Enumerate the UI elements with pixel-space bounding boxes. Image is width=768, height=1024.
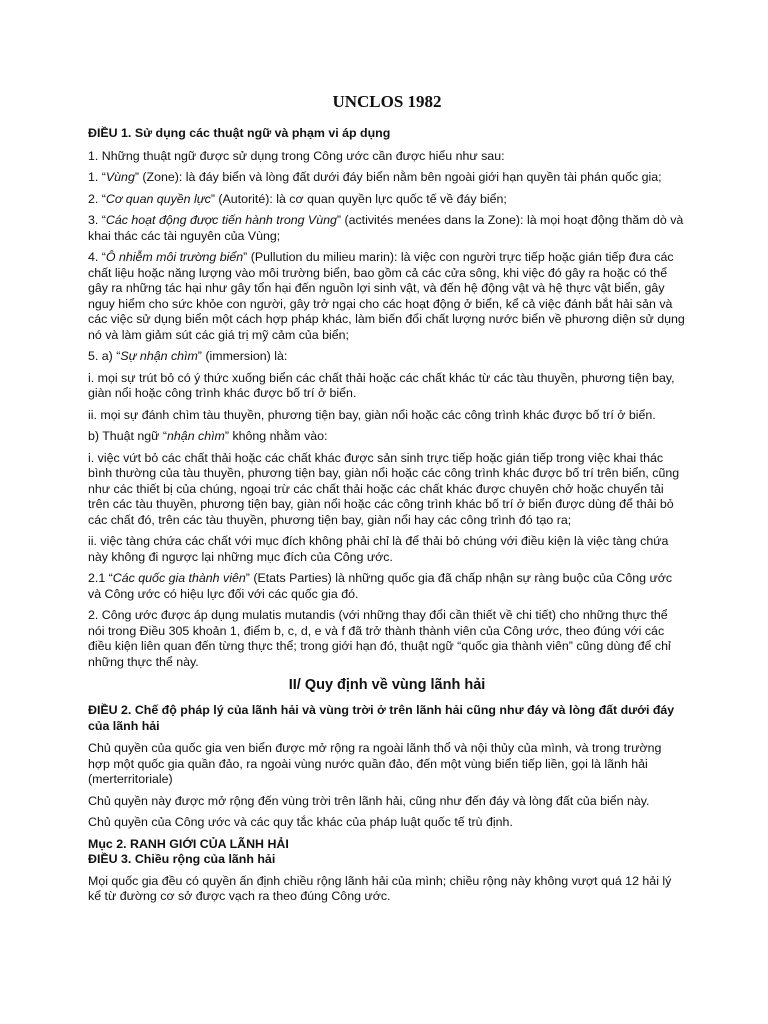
- immersion-clause-ii: ii. mọi sự đánh chìm tàu thuyền, phương tiện bay, giàn nổi hoặc các công trình khác được bố trí ở biển.: [88, 407, 656, 422]
- document-title: UNCLOS 1982: [332, 92, 442, 111]
- term-definition-not-immersion: b) Thuật ngữ “nhận chìm” không nhằm vào:: [88, 429, 328, 443]
- not-immersion-clause-ii: ii. việc tàng chứa các chất với mục đích không phải chỉ là để thải bỏ chúng với điều kiện là việc tàng chứa này không đi ngược lại những mục đích của Công ước.: [88, 534, 669, 564]
- article-1-paragraph-2: 2. Công ước được áp dụng mulatis mutandis (với những thay đổi cần thiết về chi tiết) cho những thực thể nói trong Điều 305 khoản 1, điểm b, c, d, e và f đã trở thành thành viên của Công ước, theo đúng với các điều kiện liên quan đến từng thực thể; trong giới hạn đó, thuật ngữ “quốc gia thành viên” cũng dùng để chỉ những thực thể này.: [88, 608, 671, 669]
- article-1-paragraph-1: 1. Những thuật ngữ được sử dụng trong Công ước cần được hiểu như sau:: [88, 148, 505, 163]
- term-activities: Các hoạt động được tiến hành trong Vùng: [105, 213, 337, 227]
- article-2-paragraph-1: Chủ quyền của quốc gia ven biển được mở rộng ra ngoài lãnh thổ và nội thủy của mình, và trong trường hợp một quốc gia quần đảo, ra ngoài vùng nước quần đảo, đến một vùng biển tiếp liền, gọi là lãnh hải (merterritoriale): [88, 741, 662, 786]
- term-definition-authority: 2. “Cơ quan quyền lực” (Autorité): là cơ quan quyền lực quốc tế về đáy biển;: [88, 191, 507, 206]
- article-2-paragraph-2: Chủ quyền này được mở rộng đến vùng trời trên lãnh hải, cũng như đến đáy và lòng đất của biển này.: [88, 793, 650, 808]
- term-not-immersion: nhận chìm: [167, 429, 225, 443]
- term-definition-states-parties: 2.1 “Các quốc gia thành viên” (Etats Parties) là những quốc gia đã chấp nhận sự ràng buộc của Công ước và Công ước có hiệu lực đối với các quốc gia đó.: [88, 571, 673, 601]
- term-states-parties: Các quốc gia thành viên: [112, 571, 246, 585]
- section-2-title: II/ Quy định về vùng lãnh hải: [288, 677, 486, 693]
- term-pollution: Ô nhiễm môi trường biển: [105, 250, 244, 264]
- immersion-clause-i: i. mọi sự trút bỏ có ý thức xuống biển các chất thải hoặc các chất khác từ các tàu thuyền, phương tiện bay, giàn nổi hoặc công trình khác được bố trí ở biển.: [88, 370, 675, 400]
- section-muc-2-heading: Mục 2. RANH GIỚI CỦA LÃNH HẢI: [88, 836, 289, 851]
- term-authority: Cơ quan quyền lực: [105, 191, 211, 206]
- article-3-paragraph-1: Mọi quốc gia đều có quyền ấn định chiều rộng lãnh hải của mình; chiều rộng này không vượt quá 12 hải lý kể từ đường cơ sở được vạch ra theo đúng Công ước.: [88, 873, 672, 903]
- article-3-heading: ĐIỀU 3. Chiều rộng của lãnh hải: [88, 852, 276, 866]
- article-2-paragraph-3: Chủ quyền của Công ước và các quy tắc khác của pháp luật quốc tế trù định.: [88, 815, 513, 829]
- term-definition-immersion: 5. a) “Sự nhận chìm” (immersion) là:: [88, 349, 288, 363]
- term-zone: Vùng: [105, 170, 135, 184]
- term-definition-zone: 1. “Vùng” (Zone): là đáy biển và lòng đất dưới đáy biển nằm bên ngoài giới hạn quyền tài phán quốc gia;: [88, 170, 662, 184]
- article-1-heading: ĐIỀU 1. Sử dụng các thuật ngữ và phạm vi áp dụng: [88, 126, 391, 140]
- term-definition-pollution: 4. “Ô nhiễm môi trường biển” (Pullution du milieu marin): là việc con người trực tiếp hoặc gián tiếp đưa các chất liệu hoặc năng lượng vào môi trường biển, bao gồm cả các cửa sông, khi việc đó gây ra hoặc có thể gây ra những tác hại như gây tổn hại đến nguồn lợi sinh vật, và đến hệ động vật và hệ thực vật biển, gây nguy hiểm cho sức khỏe con người, gây trở ngại cho các hoạt động ở biển, kể cả việc đánh bắt hải sản và các việc sử dụng biển một cách hợp pháp khác, làm biến đổi chất lượng nước biển về phương diện sử dụng nó và làm giảm sút các giá trị mỹ cảm của biển;: [88, 250, 685, 342]
- term-definition-activities: 3. “Các hoạt động được tiến hành trong Vùng” (activités menées dans la Zone): là mọi hoạt động thăm dò và khai thác các tài nguyên của Vùng;: [88, 213, 684, 243]
- not-immersion-clause-i: i. việc vứt bỏ các chất thải hoặc các chất khác được sản sinh trực tiếp hoặc gián tiếp trong việc khai thác bình thường của tàu thuyền, phương tiện bay, giàn nổi hoặc các công trình khác được bố trí trên biển, cũng như các thiết bị của chúng, ngoại trừ các chất thải hoặc các chất khác được chuyên chở hoặc chuyển tải trên các tàu thuyền, phương tiện bay, giàn nổi hoặc các công trình khác bố trí ở biển được dùng để thải bỏ các chất đó, trên các tàu thuyền, phương tiện bay, giàn nổi hay các công trình đó tạo ra;: [88, 450, 680, 527]
- term-immersion: Sự nhận chìm: [120, 349, 198, 363]
- article-2-heading: ĐIỀU 2. Chế độ pháp lý của lãnh hải và vùng trời ở trên lãnh hải cũng như đáy và lòng đất dưới đáy của lãnh hải: [88, 703, 675, 733]
